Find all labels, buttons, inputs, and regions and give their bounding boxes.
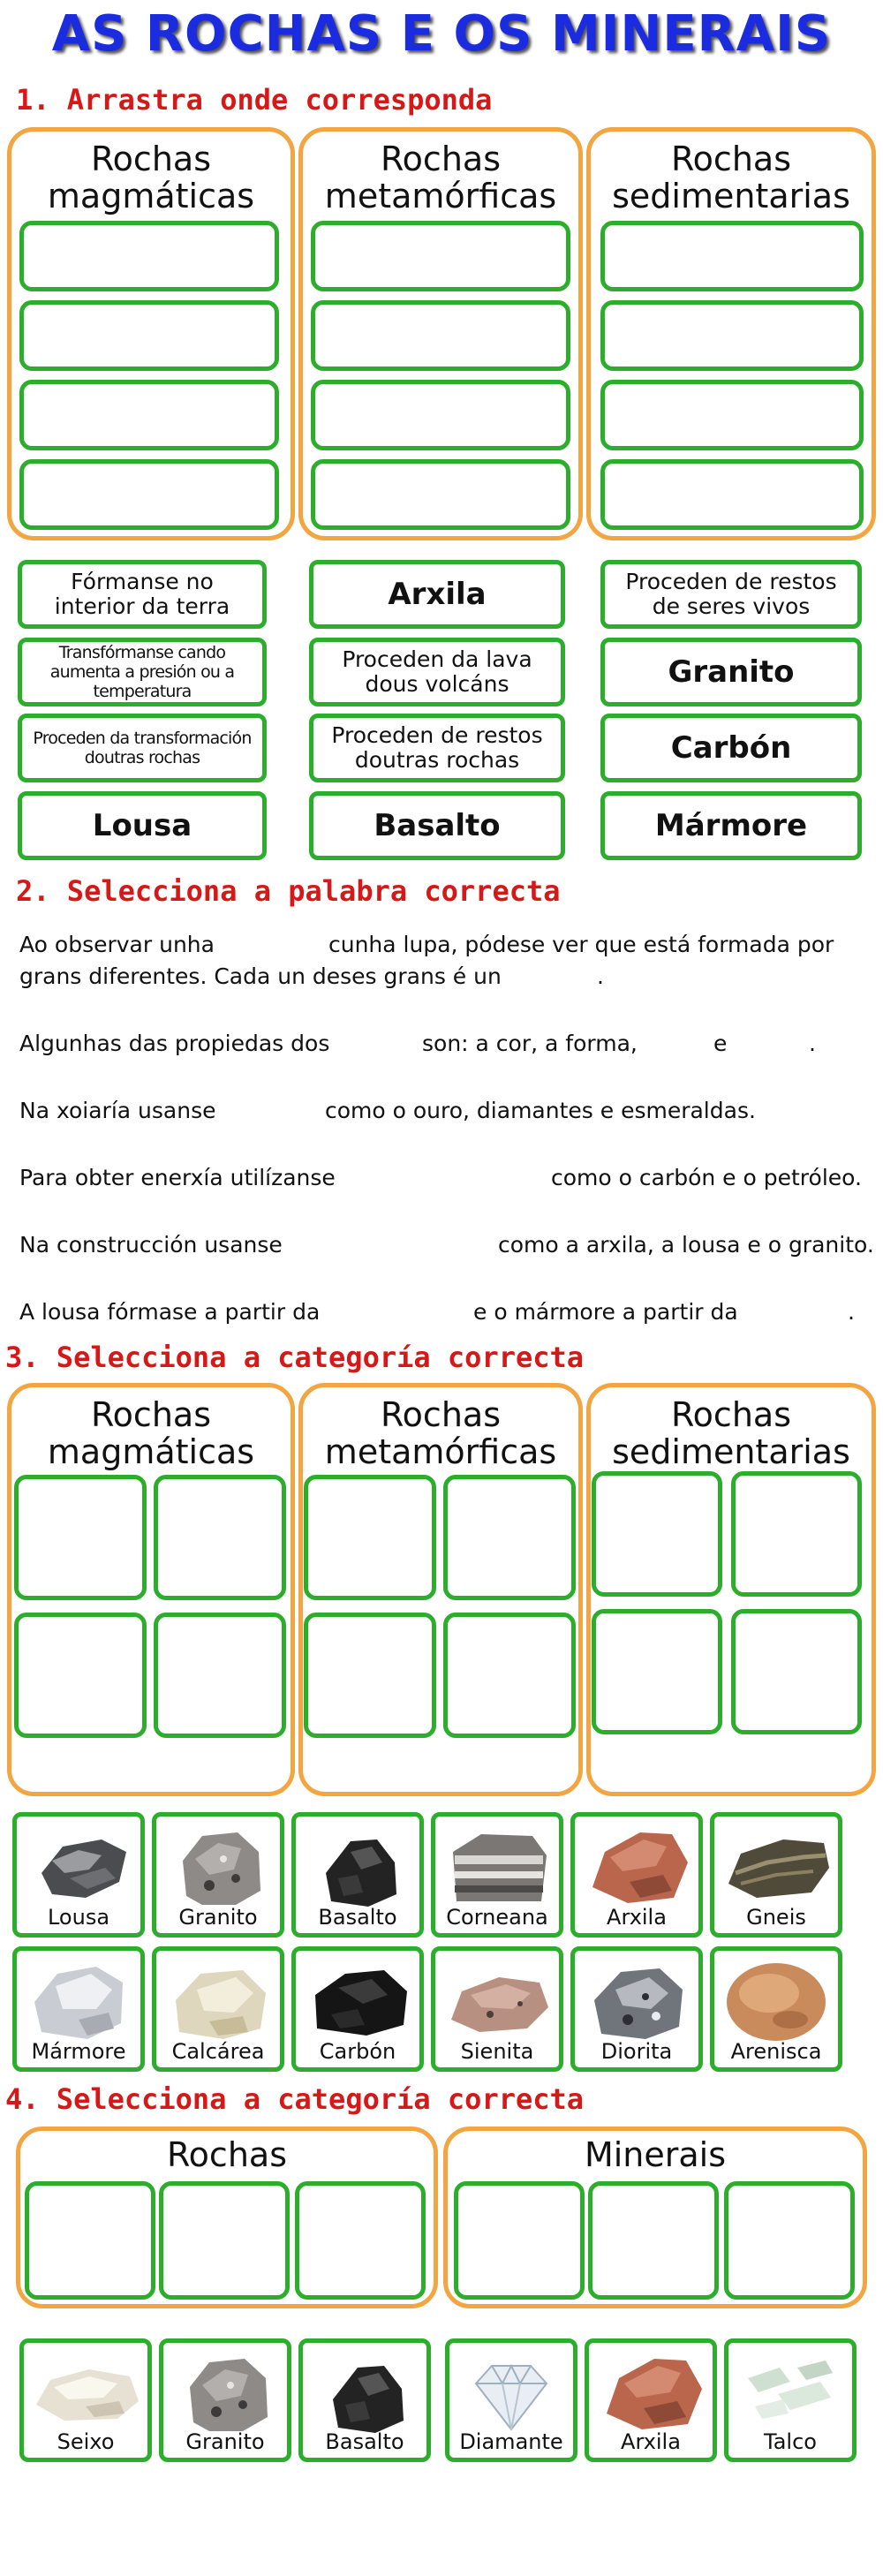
drop-slot[interactable] bbox=[295, 2181, 426, 2300]
drop-slot[interactable] bbox=[600, 221, 864, 291]
drop-slot[interactable] bbox=[25, 2181, 155, 2300]
drop-slot[interactable] bbox=[14, 1613, 147, 1738]
item-card-basalto[interactable] bbox=[298, 2338, 431, 2462]
sentence-text: como a arxila, a lousa e o granito. bbox=[498, 1232, 874, 1258]
sentence-text: e bbox=[713, 1031, 728, 1056]
drop-slot[interactable] bbox=[600, 459, 864, 530]
drag-card[interactable]: Proceden de restos de seres vivos bbox=[600, 560, 862, 629]
drop-slot[interactable] bbox=[454, 2181, 585, 2300]
item-label: Basalto bbox=[325, 2429, 404, 2454]
drag-card[interactable]: Mármore bbox=[600, 791, 862, 860]
item-card-talco[interactable] bbox=[724, 2338, 857, 2462]
drop-slot[interactable] bbox=[154, 1475, 286, 1600]
sentence-text: Algunhas das propiedas dos bbox=[19, 1031, 330, 1056]
drop-slot[interactable] bbox=[311, 380, 570, 450]
item-card-seixo[interactable] bbox=[19, 2338, 152, 2462]
sentence-text: . bbox=[848, 1299, 855, 1325]
drop-slot[interactable] bbox=[443, 1613, 576, 1738]
rock-label: Corneana bbox=[446, 1905, 548, 1930]
rock-label: Mármore bbox=[31, 2039, 126, 2064]
drag-card[interactable]: Proceden da lava dous volcáns bbox=[309, 638, 565, 706]
panel-title: Rochas metamórficas bbox=[324, 140, 557, 215]
word-select[interactable] bbox=[327, 1028, 419, 1058]
item-label: Talco bbox=[764, 2429, 817, 2454]
rock-card-arxila[interactable] bbox=[570, 1812, 703, 1938]
rock-card-sienita[interactable] bbox=[431, 1946, 563, 2072]
drop-slot[interactable] bbox=[592, 1609, 722, 1734]
section3-heading: 3. Selecciona a categoría correcta bbox=[5, 1341, 585, 1374]
section2-heading: 2. Selecciona a palabra correcta bbox=[16, 874, 561, 908]
drop-slot[interactable] bbox=[19, 380, 279, 450]
rock-label: Arxila bbox=[607, 1905, 667, 1930]
drag-card[interactable]: Proceden de restos doutras rochas bbox=[309, 714, 565, 782]
rock-card-lousa[interactable] bbox=[12, 1812, 145, 1938]
word-select[interactable] bbox=[291, 1229, 491, 1259]
rock-label: Calcárea bbox=[171, 2039, 265, 2064]
rock-card-carbon[interactable] bbox=[291, 1946, 424, 2072]
drop-slot[interactable] bbox=[311, 300, 570, 371]
drag-card[interactable]: Granito bbox=[600, 638, 862, 706]
rock-label: Lousa bbox=[47, 1905, 110, 1930]
rock-label: Gneis bbox=[746, 1905, 806, 1930]
rock-label: Sienita bbox=[460, 2039, 534, 2064]
sentence-text: como o carbón e o petróleo. bbox=[551, 1165, 862, 1190]
drop-slot[interactable] bbox=[159, 2181, 290, 2300]
drag-card[interactable]: Lousa bbox=[18, 791, 267, 860]
sentence-text: grans diferentes. Cada un deses grans é un bbox=[19, 963, 502, 989]
rock-label: Arenisca bbox=[730, 2039, 822, 2064]
section4-heading: 4. Selecciona a categoría correcta bbox=[5, 2082, 585, 2116]
word-select[interactable] bbox=[327, 1296, 464, 1326]
item-label: Diamante bbox=[459, 2429, 563, 2454]
panel-title: Rochas bbox=[166, 2135, 287, 2174]
drop-slot[interactable] bbox=[600, 380, 864, 450]
item-card-granito[interactable] bbox=[159, 2338, 291, 2462]
word-select[interactable] bbox=[221, 1095, 316, 1125]
drag-card[interactable]: Basalto bbox=[309, 791, 565, 860]
drop-slot[interactable] bbox=[304, 1475, 436, 1600]
drop-slot[interactable] bbox=[14, 1475, 147, 1600]
item-label: Arxila bbox=[621, 2429, 681, 2454]
rock-label: Diorita bbox=[600, 2039, 673, 2064]
word-select[interactable] bbox=[353, 1162, 544, 1192]
item-card-diamante[interactable] bbox=[445, 2338, 577, 2462]
sentence-text: . bbox=[597, 963, 604, 989]
drop-slot[interactable] bbox=[19, 300, 279, 371]
panel-title: Minerais bbox=[584, 2135, 727, 2174]
drop-slot[interactable] bbox=[724, 2181, 855, 2300]
drop-slot[interactable] bbox=[304, 1613, 436, 1738]
sentence-text: Ao observar unha bbox=[19, 932, 215, 957]
rock-label: Basalto bbox=[318, 1905, 397, 1930]
panel-title: Rochas sedimentarias bbox=[612, 1395, 850, 1471]
drop-slot[interactable] bbox=[19, 221, 279, 291]
item-label: Seixo bbox=[57, 2429, 115, 2454]
drop-slot[interactable] bbox=[311, 459, 570, 530]
sentence-text: son: a cor, a forma, bbox=[422, 1031, 638, 1056]
drop-slot[interactable] bbox=[154, 1613, 286, 1738]
drop-slot[interactable] bbox=[588, 2181, 719, 2300]
sentence-text: como o ouro, diamantes e esmeraldas. bbox=[325, 1098, 756, 1123]
sentence-text: e o mármore a partir da bbox=[473, 1299, 738, 1325]
page-title: AS ROCHAS E OS MINERAIS bbox=[51, 5, 832, 63]
rock-card-gneis[interactable] bbox=[710, 1812, 842, 1938]
rock-card-granito[interactable] bbox=[152, 1812, 284, 1938]
panel-title: Rochas sedimentarias bbox=[612, 140, 850, 215]
rock-label: Granito bbox=[178, 1905, 258, 1930]
item-label: Granito bbox=[185, 2429, 265, 2454]
rock-card-marmore[interactable] bbox=[12, 1946, 145, 2072]
drop-slot[interactable] bbox=[731, 1471, 862, 1597]
drag-card[interactable]: Carbón bbox=[600, 714, 862, 782]
word-select[interactable] bbox=[636, 1028, 712, 1058]
rock-card-diorita[interactable] bbox=[570, 1946, 703, 2072]
rock-card-arenisca[interactable] bbox=[710, 1946, 842, 2072]
drag-card[interactable]: Fórmanse no interior da terra bbox=[18, 560, 267, 629]
drop-slot[interactable] bbox=[311, 221, 570, 291]
drag-card[interactable]: Arxila bbox=[309, 560, 565, 629]
sentence-text: cunha lupa, pódese ver que está formada por bbox=[328, 932, 834, 957]
section1-heading: 1. Arrastra onde corresponda bbox=[16, 83, 493, 117]
drop-slot[interactable] bbox=[731, 1609, 862, 1734]
word-select[interactable] bbox=[742, 1296, 848, 1326]
sentence-text: Na construcción usanse bbox=[19, 1232, 283, 1258]
drag-card[interactable]: Proceden da transformación doutras rochas bbox=[18, 714, 267, 782]
drop-slot[interactable] bbox=[600, 300, 864, 371]
item-card-arxila[interactable] bbox=[585, 2338, 717, 2462]
sentence-text: Na xoiaría usanse bbox=[19, 1098, 216, 1123]
sentence-text: . bbox=[809, 1031, 816, 1056]
drag-card[interactable]: Transfórmanse cando aumenta a presión ou a temperatura bbox=[18, 638, 267, 706]
word-select[interactable] bbox=[731, 1028, 807, 1058]
rock-card-calcarea[interactable] bbox=[152, 1946, 284, 2072]
word-select[interactable] bbox=[217, 929, 316, 959]
sentence-text: A lousa fórmase a partir da bbox=[19, 1299, 321, 1325]
drop-slot[interactable] bbox=[19, 459, 279, 530]
panel-title: Rochas magmáticas bbox=[47, 1395, 255, 1471]
word-select[interactable] bbox=[502, 961, 593, 991]
panel-title: Rochas metamórficas bbox=[324, 1395, 557, 1471]
rock-card-corneana[interactable] bbox=[431, 1812, 563, 1938]
rock-label: Carbón bbox=[319, 2039, 396, 2064]
drop-slot[interactable] bbox=[592, 1471, 722, 1597]
drop-slot[interactable] bbox=[443, 1475, 576, 1600]
sentence-text: Para obter enerxía utilízanse bbox=[19, 1165, 336, 1190]
panel-title: Rochas magmáticas bbox=[47, 140, 255, 215]
rock-card-basalto[interactable] bbox=[291, 1812, 424, 1938]
